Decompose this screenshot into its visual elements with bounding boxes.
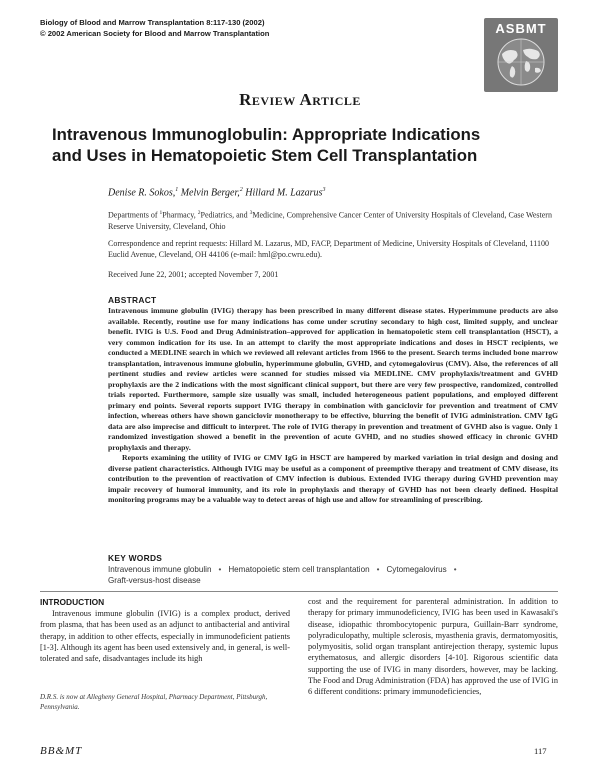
journal-citation: Biology of Blood and Marrow Transplantation 8:117-130 (2002): [40, 18, 265, 27]
abstract-body: [108, 306, 558, 506]
section-divider: [40, 591, 558, 592]
abstract-heading: ABSTRACT: [108, 295, 157, 305]
keyword: Cytomegalovirus: [386, 565, 447, 574]
keywords-list: [108, 564, 558, 586]
affiliations: Departments of $^1$Pharmacy, $^2$Pediatrics, and $^3$Medicine, Comprehensive Cancer Center of University Hospitals of Cleveland, Case Western Reserve University, Cleveland, Ohio: [108, 210, 552, 231]
keywords-heading: KEY WORDS: [108, 553, 163, 563]
abstract-paragraph: Intravenous immune globulin (IVIG) therapy has been prescribed in many different disease states. Hyperimmune products are also available. Recently, routine use for many indications has come under scrutiny secondary to high cost, limited supply, and unclear benefit. IVIG is U.S. Food and Drug Administration–approved for application in hematopoietic stem cell transplantation (HSCT), a very common indication for its use. In an attempt to clarify the most appropriate indications and doses in HSCT recipients, we conducted a MEDLINE search in which we reviewed all relevant articles from 1966 to the present. Search terms included bone marrow transplantation, intravenous immune globulin, hyperimmune globulin, GVHD, and cytomegalovirus (CMV). Also, the references of all pertinent studies and review articles were scanned for studies missed via MEDLINE. CMV prophylaxis/treatment and GVHD prophylaxis are the 2 indications with the most significant clinical support, but there are very few prospective, randomized, controlled trials reported. Furthermore, sample size usually was small, included heterogeneous patient populations, and employed different primary end points. Several reports support IVIG therapy in combination with ganciclovir for prevention and treatment of CMV infection, whereas others have shown ganciclovir monotherapy to be effective, blurring the benefit of IVIG administration. CMV IgG data are also imprecise and difficult to interpret. The role of IVIG therapy in prevention and treatment of GVHD also is vague. Only 1 randomized investigation showed a benefit in the prevention of acute GVHD, and no studies showed efficacy in chronic GVHD prophylaxis and therapy.: [108, 306, 558, 452]
author-name: Melvin Berger,: [180, 187, 240, 199]
author-name: Hillard M. Lazarus: [245, 187, 323, 199]
author-sup: 1: [175, 187, 179, 193]
keyword: Graft-versus-host disease: [108, 576, 201, 585]
keyword-separator: •: [453, 565, 457, 574]
author-name: Denise R. Sokos,: [108, 187, 176, 199]
asbmt-logo: [484, 18, 558, 92]
author-footnote: D.R.S. is now at Allegheny General Hospital, Pharmacy Department, Pittsburgh, Pennsylvania.: [40, 693, 268, 711]
introduction-heading: INTRODUCTION: [40, 597, 105, 607]
author-sup: 2: [239, 187, 243, 193]
title-line-2: and Uses in Hematopoietic Stem Cell Transplantation: [52, 146, 478, 165]
world-map-icon: [490, 38, 552, 86]
abstract-paragraph: Reports examining the utility of IVIG or CMV IgG in HSCT are hampered by marked variation in trial design and dosing and diverse patient characteristics. Although IVIG may be useful as a component of preemptive therapy and treatment of CMV disease, its contribution to the prevention of reactivation of CMV infection is dubious. Extended IVIG therapy during GVHD prevention may impair recovery of humoral immunity, and its role in prophylaxis and therapy of GVHD has not been clearly defined. Hospital monitoring programs may be a valuable way to detect areas of high use and allow for streamlining of prescribing.: [108, 453, 558, 504]
received-date: Received June 22, 2001; accepted November 7, 2001: [108, 270, 279, 279]
correspondence: Correspondence and reprint requests: Hillard M. Lazarus, MD, FACP, Department of Medicine, University Hospitals of Cleveland, 11100 Euclid Avenue, Cleveland, OH 44106 (e-mail: hml@po.cwru.edu).: [108, 239, 549, 260]
copyright-line: © 2002 American Society for Blood and Marrow Transplantation: [40, 28, 270, 38]
page-number: 117: [534, 746, 547, 756]
keyword: Hematopoietic stem cell transplantation: [228, 565, 370, 574]
body-paragraph: cost and the requirement for parenteral administration. In addition to therapy for primary immunodeficiency, IVIG has been used in Kawasaki's disease, idiopathic thrombocytopenic purpura, Guillain-Barr syndrome, polyradiculopathy, multiple sclerosis, myasthenia gravis, dermatomyositis, polymyositis, solid organ transplant antirejection therapy, systemic lupus erythematosus, and allergic disorders [4-10]. Rigorous scientific data supporting the use of IVIG in many disorders, however, may be lacking. The Food and Drug Administration (FDA) has approved the use of IVIG in 6 different conditions: primary immunodeficiencies,: [308, 597, 558, 697]
keyword: Intravenous immune globulin: [108, 565, 212, 574]
keyword-separator: •: [218, 565, 222, 574]
article-title: [52, 124, 562, 166]
body-paragraph: Intravenous immune globulin (IVIG) is a complex product, derived from plasma, that has been used as an adjunct to antibacterial and antiviral therapy, in addition to other effects, especially in immunodeficient patients [1-3]. Although its agent has been used extensively and, in general, is well-tolerated and safe, disadvantages include its high: [40, 609, 290, 664]
section-label: Review Article: [239, 90, 361, 109]
body-column-left: [40, 608, 290, 664]
author-sup: 3: [322, 187, 326, 193]
title-line-1: Intravenous Immunoglobulin: Appropriate Indications: [52, 125, 481, 144]
author-list: [108, 187, 325, 198]
body-column-right: [308, 596, 558, 698]
logo-text: ASBMT: [495, 21, 547, 36]
journal-brand: BB&MT: [40, 745, 83, 757]
journal-header: [40, 18, 269, 39]
keyword-separator: •: [376, 565, 380, 574]
